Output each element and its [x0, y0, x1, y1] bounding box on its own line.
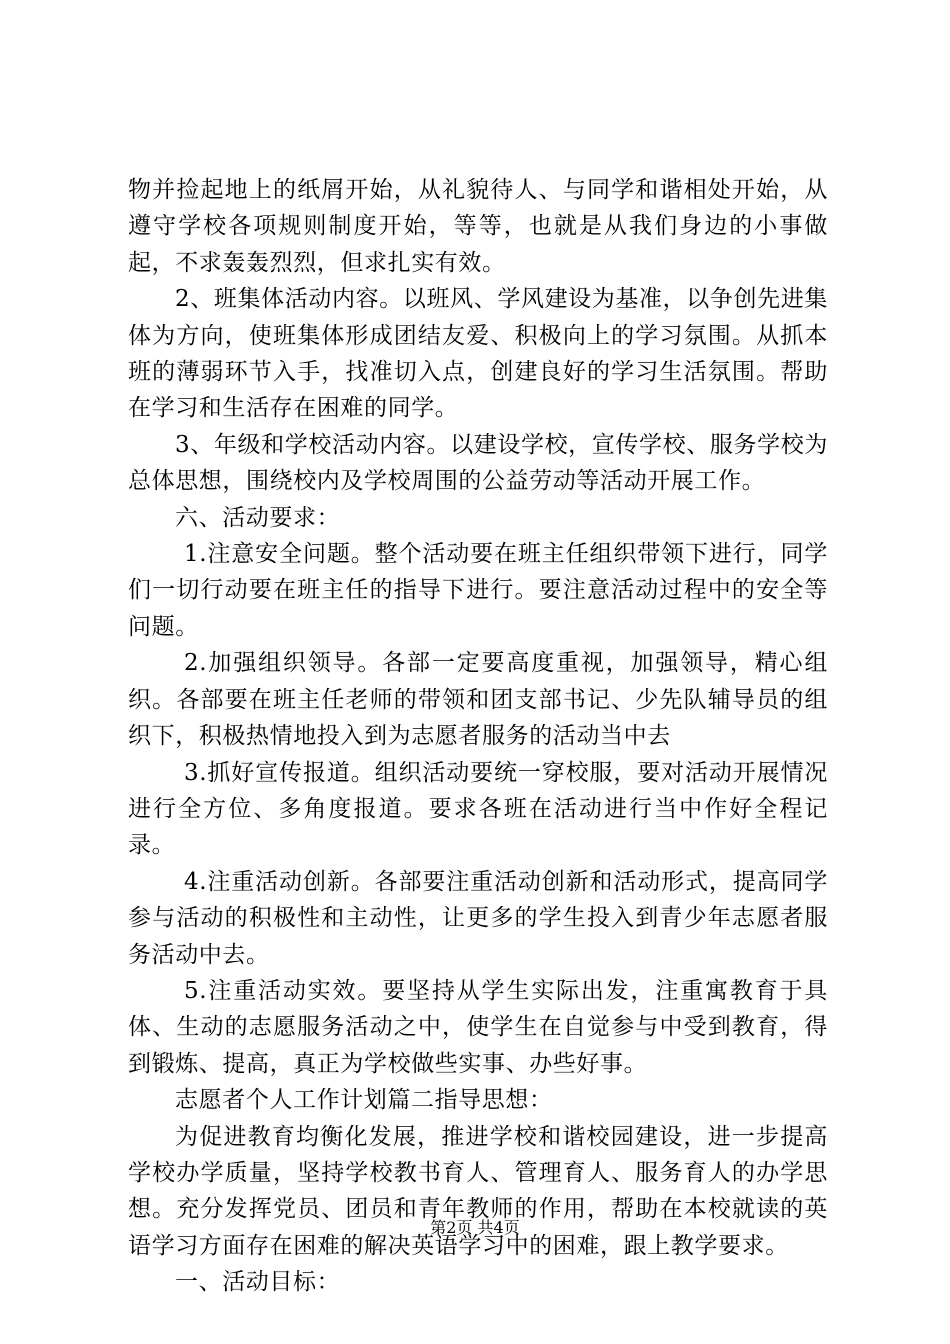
- paragraph-requirement-innovation: 4.注重活动创新。各部要注重活动创新和活动形式，提高同学参与活动的积极性和主动性，让更多的学生投入到青少年志愿者服务活动中去。: [128, 868, 828, 968]
- paragraph-school-activities: 3、年级和学校活动内容。以建设学校，宣传学校、服务学校为总体思想，围绕校内及学校周围的公益劳动等活动开展工作。: [128, 431, 828, 495]
- heading-plan-two-guiding-thought: 志愿者个人工作计划篇二指导思想：: [175, 1087, 553, 1114]
- paragraph-requirement-publicity: 3.抓好宣传报道。组织活动要统一穿校服，要对活动开展情况进行全方位、多角度报道。要求各班在活动进行当中作好全程记录。: [128, 759, 828, 859]
- document-body: [128, 172, 828, 1301]
- paragraph-class-activities: 2、班集体活动内容。以班风、学风建设为基准，以争创先进集体为方向，使班集体形成团结友爱、积极向上的学习氛围。从抓本班的薄弱环节入手，找准切入点，创建良好的学习生活氛围。帮助在学习和生活存在困难的同学。: [128, 286, 828, 422]
- paragraph-requirement-effectiveness: 5.注重活动实效。要坚持从学生实际出发，注重寓教育于具体、生动的志愿服务活动之中，使学生在自觉参与中受到教育，得到锻炼、提高，真正为学校做些实事、办些好事。: [128, 977, 828, 1077]
- paragraph-requirement-leadership: 2.加强组织领导。各部一定要高度重视，加强领导，精心组织。各部要在班主任老师的带领和团支部书记、少先队辅导员的组织下，积极热情地投入到为志愿者服务的活动当中去: [128, 650, 828, 750]
- paragraph-requirement-safety: 1.注意安全问题。整个活动要在班主任组织带领下进行，同学们一切行动要在班主任的指导下进行。要注意活动过程中的安全等问题。: [128, 541, 828, 640]
- paragraph-guiding-thought: 为促进教育均衡化发展，推进学校和谐校园建设，进一步提高学校办学质量，坚持学校教书育人、管理育人、服务育人的办学思想。充分发挥党员、团员和青年教师的作用，帮助在本校就读的英语学习方面存在困难的解决英语学习中的困难，跟上教学要求。: [128, 1123, 828, 1259]
- heading-activity-requirements: 六、活动要求：: [175, 504, 341, 531]
- heading-activity-goals: 一、活动目标：: [175, 1269, 341, 1296]
- page-number-footer: 第2页 共4页: [430, 1218, 520, 1237]
- paragraph-continuation: 物并捡起地上的纸屑开始，从礼貌待人、与同学和谐相处开始，从遵守学校各项规则制度开始，等等，也就是从我们身边的小事做起，不求轰轰烈烈，但求扎实有效。: [128, 177, 828, 276]
